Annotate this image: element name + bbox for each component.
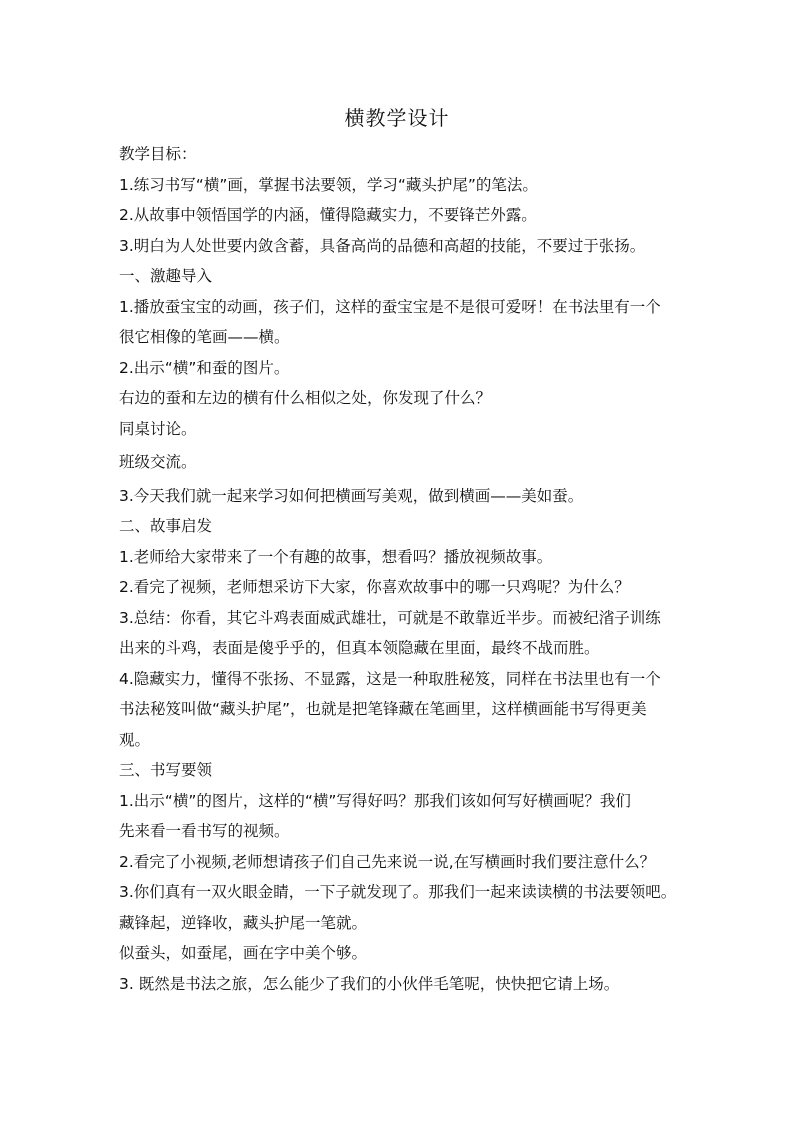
- paragraph-line: 1.出示“横”的图片，这样的“横”写得好吗？那我们该如何写好横画呢？我们: [119, 791, 631, 810]
- paragraph-line: 3.总结：你看，其它斗鸡表面威武雄壮，可就是不敢靠近半步。而被纪渻子训练: [119, 608, 661, 627]
- paragraph-line: 3.今天我们就一起来学习如何把横画写美观，做到横画——美如蚕。: [119, 486, 584, 505]
- paragraph-line: 班级交流。: [119, 453, 197, 471]
- paragraph-line: 1.播放蚕宝宝的动画，孩子们，这样的蚕宝宝是不是很可爱呀！在书法里有一个: [119, 297, 661, 316]
- paragraph-line: 2.从故事中领悟国学的内涵，懂得隐藏实力，不要锋芒外露。: [119, 206, 537, 224]
- paragraph-line: 很它相像的笔画——横。: [119, 328, 290, 346]
- section-heading: 三、书写要领: [119, 761, 213, 779]
- paragraph-line: 1.练习书写“横”画，掌握书法要领，学习“藏头护尾”的笔法。: [119, 175, 538, 194]
- document-title: 横教学设计: [344, 106, 450, 130]
- paragraph-line: 同桌讨论。: [119, 419, 197, 438]
- paragraph-line: 出来的斗鸡，表面是傻乎乎的，但真本领隐藏在里面，最终不战而胜。: [119, 639, 600, 657]
- paragraph-line: 观。: [119, 730, 151, 749]
- paragraph-line: 3.你们真有一双火眼金睛，一下子就发现了。那我们一起来读读横的书法要领吧。: [119, 883, 677, 901]
- paragraph-line: 似蚕头，如蚕尾，画在字中美个够。: [119, 944, 368, 962]
- paragraph-line: 教学目标：: [119, 145, 197, 163]
- paragraph-line: 藏锋起，逆锋收，藏头护尾一笔就。: [119, 913, 368, 932]
- paragraph-line: 2.看完了视频，老师想采访下大家，你喜欢故事中的哪一只鸡呢？为什么？: [119, 578, 630, 596]
- paragraph-line: 3. 既然是书法之旅，怎么能少了我们的小伙伴毛笔呢，快快把它请上场。: [119, 974, 620, 993]
- section-heading: 一、激趣导入: [119, 267, 213, 285]
- paragraph-line: 1.老师给大家带来了一个有趣的故事，想看吗？播放视频故事。: [119, 547, 553, 566]
- paragraph-line: 3.明白为人处世要内敛含蓄，具备高尚的品德和高超的技能，不要过于张扬。: [119, 236, 646, 255]
- paragraph-line: 2.看完了小视频,老师想请孩子们自己先来说一说,在写横画时我们要注意什么？: [119, 852, 656, 871]
- paragraph-line: 右边的蚕和左边的横有什么相似之处，你发现了什么？: [119, 389, 492, 407]
- paragraph-line: 先来看一看书写的视频。: [119, 822, 290, 840]
- paragraph-line: 4.隐藏实力，懂得不张扬、不显露，这是一种取胜秘笈，同样在书法里也有一个: [119, 669, 661, 688]
- paragraph-line: 书法秘笈叫做“藏头护尾”，也就是把笔锋藏在笔画里，这样横画能书写得更美: [119, 700, 647, 718]
- paragraph-line: 2.出示“横”和蚕的图片。: [119, 358, 290, 377]
- document-body: [119, 139, 681, 999]
- section-heading: 二、故事启发: [119, 517, 213, 535]
